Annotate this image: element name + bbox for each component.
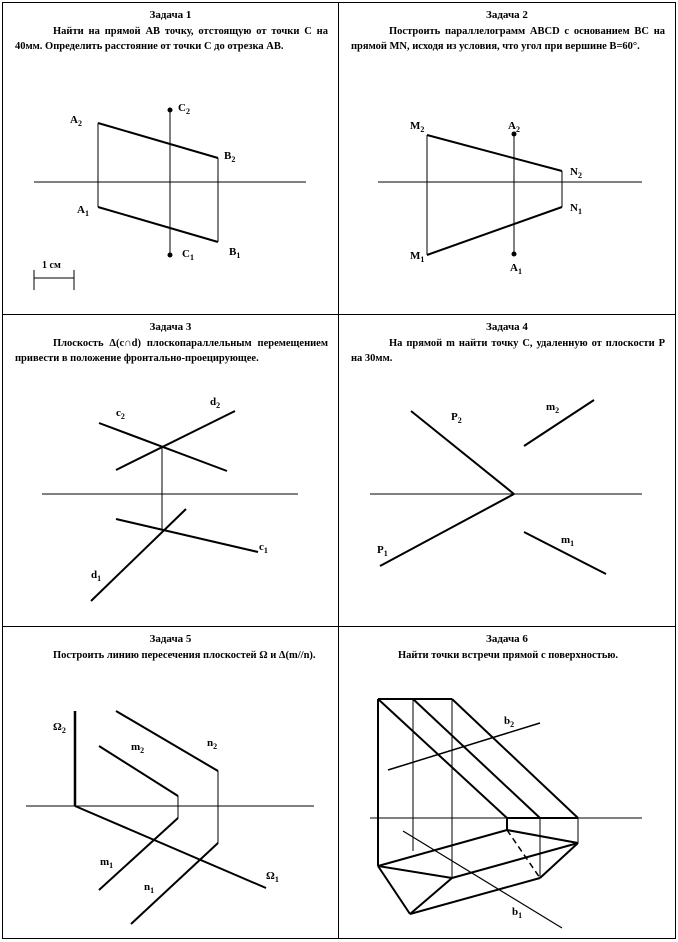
task-5-text: Построить линию пересечения плоскостей Ω и Δ(m//n). [53,650,316,661]
scale-label: 1 см [42,260,61,271]
label-a1: $A_1$ [77,204,89,218]
label-c1: $c_1$ [259,541,268,555]
label-n1: $N_1$ [570,202,582,216]
label-m2: $m_2$ [546,401,560,415]
task-4-title: Задача 4 [486,321,528,333]
task-2-title: Задача 2 [486,9,528,21]
label-a2: $A_2$ [70,114,82,128]
label-omega1: $\Omega_1$ [266,870,279,884]
label-b1: $b_1$ [512,906,523,920]
task-3-text: Плоскость Δ(c∩d) плоскопараллельным перемещением привести в положение фронтально-проецирующее. [15,338,328,364]
task-1-text: Найти на прямой AB точку, отстоящую от точки C на 40мм. Определить расстояние от точки C до отрезка AB. [15,26,328,52]
label-c2: $c_2$ [116,407,125,421]
label-omega2: $\Omega_2$ [53,721,66,735]
task-2-text: Построить параллелограмм ABCD с основанием BC на прямой MN, исходя из условия, что угол при вершине B=60°. [351,26,665,52]
label-b1: $B_1$ [229,246,241,260]
label-p1: $P_1$ [377,544,388,558]
label-n1: $n_1$ [144,881,155,895]
label-c2: $C_2$ [178,102,190,116]
label-m1: $M_1$ [410,250,425,264]
label-b2: $b_2$ [504,715,515,729]
label-a2: $A_2$ [508,120,520,134]
label-n2: $N_2$ [570,166,582,180]
label-m2: $m_2$ [131,741,145,755]
label-p2: $P_2$ [451,411,462,425]
label-n2: $n_2$ [207,737,218,751]
task-5-title: Задача 5 [149,633,192,645]
label-c1: $C_1$ [182,248,194,262]
task-4-text: На прямой m найти точку C, удаленную от плоскости P на 30мм. [351,338,665,364]
label-b2: $B_2$ [224,150,236,164]
label-m2: $M_2$ [410,120,425,134]
label-d1: $d_1$ [91,569,102,583]
label-a1: $A_1$ [510,262,522,276]
label-m1: $m_1$ [100,856,114,870]
label-m1: $m_1$ [561,534,575,548]
label-d2: $d_2$ [210,396,221,410]
task-1-title: Задача 1 [149,9,192,21]
task-6-title: Задача 6 [486,633,528,645]
task-6-text: Найти точки встречи прямой с поверхностью. [397,650,619,661]
task-3-title: Задача 3 [149,321,192,333]
